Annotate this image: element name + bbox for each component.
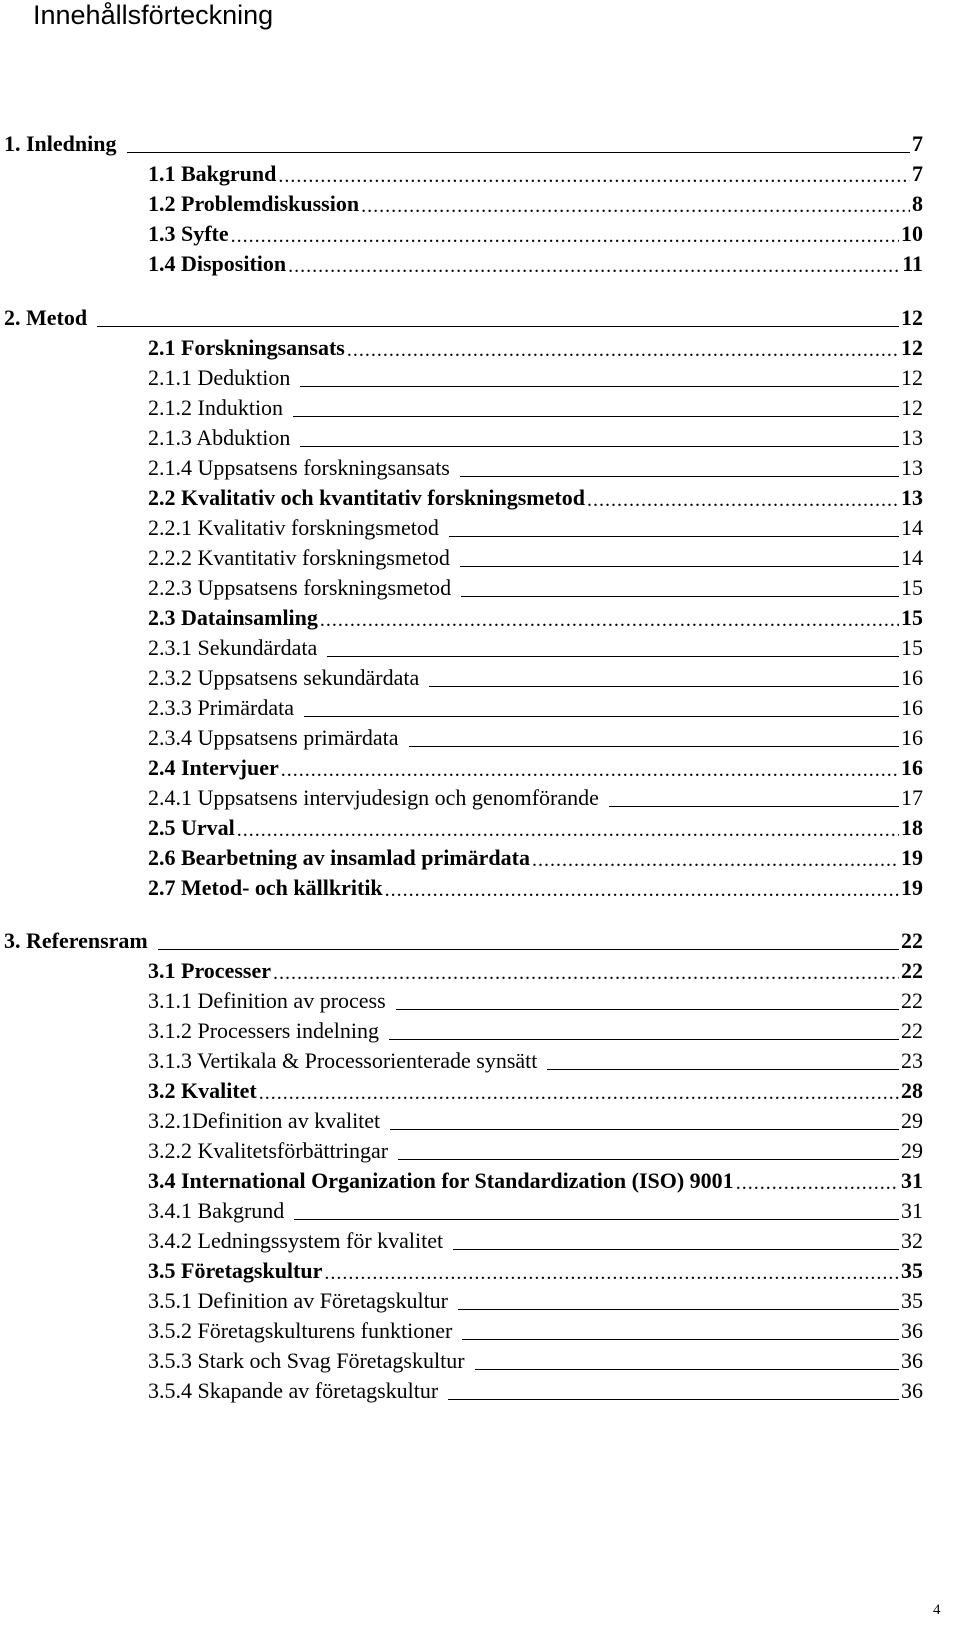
toc-entry-title: 3.5.3 Stark och Svag Företagskultur [148, 1348, 465, 1373]
toc-entry-title: 2.6 Bearbetning av insamlad primärdata [148, 845, 530, 870]
toc-entry-title: 3.5.4 Skapande av företagskultur [148, 1378, 439, 1403]
toc-entry[interactable] [148, 571, 923, 601]
toc-entry[interactable] [148, 1194, 923, 1224]
toc-entry[interactable] [148, 247, 923, 277]
toc-entry-title: 3.2.1Definition av kvalitet [148, 1108, 381, 1133]
toc-entry-page: 36 [901, 1318, 923, 1343]
dot-leader [288, 255, 900, 277]
toc-chapter[interactable] [4, 301, 923, 331]
toc-entry[interactable] [148, 751, 923, 781]
dot-leader [532, 849, 899, 871]
toc-entry[interactable] [148, 1164, 923, 1194]
toc-entry-page: 18 [901, 815, 923, 840]
toc-entry-title: 2.3.1 Sekundärdata [148, 635, 318, 660]
dot-leader [278, 165, 910, 187]
toc-entry[interactable] [148, 217, 923, 247]
toc-entry[interactable] [148, 601, 923, 631]
toc-entry-title: 3.2 Kvalitet [148, 1078, 257, 1103]
toc-chapter[interactable] [4, 127, 923, 157]
line-leader [300, 361, 899, 387]
toc-entry-page: 29 [901, 1108, 923, 1133]
line-leader [304, 691, 899, 717]
toc-entry-page: 36 [901, 1348, 923, 1373]
toc-entry-page: 11 [902, 251, 923, 276]
toc-entry-page: 36 [901, 1378, 923, 1403]
toc-entry-page: 14 [901, 515, 923, 540]
toc-entry-page: 12 [901, 365, 923, 390]
line-leader [396, 984, 899, 1010]
toc-entry-title: 2.5 Urval [148, 815, 235, 840]
toc-entry-title: 2.7 Metod- och källkritik [148, 875, 383, 900]
toc-entry-page: 16 [901, 755, 923, 780]
toc-entry[interactable] [148, 871, 923, 901]
toc-entry[interactable] [148, 1344, 923, 1374]
toc-entry-page: 22 [901, 988, 923, 1013]
toc-entry[interactable] [148, 1254, 923, 1284]
toc-entry-title: 2.4.1 Uppsatsens intervjudesign och genomförande [148, 785, 599, 810]
toc-entry[interactable] [148, 1134, 923, 1164]
toc-entry[interactable] [148, 1284, 923, 1314]
toc-entry-page: 16 [901, 665, 923, 690]
toc-entry[interactable] [148, 331, 923, 361]
toc-entry-page: 19 [901, 845, 923, 870]
toc-entry-page: 32 [901, 1228, 923, 1253]
toc-entry-title: 2. Metod [4, 305, 88, 330]
toc-entry[interactable] [148, 157, 923, 187]
toc-entry-title: 1.2 Problemdiskussion [148, 191, 360, 216]
line-leader [97, 301, 899, 327]
line-leader [127, 127, 911, 153]
toc-entry-page: 29 [901, 1138, 923, 1163]
toc-entry-title: 3.4.1 Bakgrund [148, 1198, 285, 1223]
toc-entry[interactable] [148, 511, 923, 541]
toc-entry-page: 22 [901, 928, 923, 953]
toc-entry-title: 1.1 Bakgrund [148, 161, 277, 186]
line-leader [327, 631, 899, 657]
dot-leader [237, 819, 899, 841]
toc-entry-title: 3.1.1 Definition av process [148, 988, 386, 1013]
toc-entry-title: 2.2.3 Uppsatsens forskningsmetod [148, 575, 452, 600]
dot-leader [281, 759, 899, 781]
toc-entry-page: 22 [901, 958, 923, 983]
toc-chapter[interactable] [4, 924, 923, 954]
line-leader [458, 1284, 899, 1310]
line-leader [293, 391, 899, 417]
toc-entry[interactable] [148, 481, 923, 511]
toc-entry-page: 10 [901, 221, 923, 246]
toc-entry-page: 31 [901, 1168, 923, 1193]
line-leader [300, 421, 899, 447]
toc-entry-page: 16 [901, 725, 923, 750]
toc-entry[interactable] [148, 954, 923, 984]
line-leader [453, 1224, 899, 1250]
line-leader [390, 1104, 899, 1130]
line-leader [158, 924, 899, 950]
dot-leader [587, 489, 899, 511]
toc-entry-page: 8 [912, 191, 923, 216]
line-leader [294, 1194, 899, 1220]
toc-entry[interactable] [148, 661, 923, 691]
line-leader [449, 511, 899, 537]
toc-entry-page: 13 [901, 455, 923, 480]
toc-entry-title: 2.1 Forskningsansats [148, 335, 345, 360]
toc-entry-title: 2.3 Datainsamling [148, 605, 318, 630]
toc-entry-page: 15 [901, 575, 923, 600]
toc-entry[interactable] [148, 187, 923, 217]
line-leader [609, 781, 899, 807]
toc-entry-title: 2.2.1 Kvalitativ forskningsmetod [148, 515, 439, 540]
toc-entry[interactable] [148, 721, 923, 751]
toc-entry[interactable] [148, 781, 923, 811]
toc-entry-title: 3. Referensram [4, 928, 148, 953]
toc-entry-page: 7 [912, 161, 923, 186]
toc-entry[interactable] [148, 1374, 923, 1404]
line-leader [448, 1374, 899, 1400]
toc-entry[interactable] [148, 391, 923, 421]
toc-entry[interactable] [148, 1074, 923, 1104]
toc-entry-page: 13 [901, 485, 923, 510]
toc-entry-title: 2.1.3 Abduktion [148, 425, 291, 450]
toc-entry-title: 3.5.2 Företagskulturens funktioner [148, 1318, 453, 1343]
toc-entry-title: 3.5.1 Definition av Företagskultur [148, 1288, 449, 1313]
toc-entry[interactable] [148, 984, 923, 1014]
toc-entry-title: 2.1.1 Deduktion [148, 365, 291, 390]
dot-leader [347, 339, 899, 361]
toc-entry-title: 3.1.2 Processers indelning [148, 1018, 379, 1043]
toc-entry[interactable] [148, 1314, 923, 1344]
toc-entry[interactable] [148, 421, 923, 451]
toc-entry-page: 22 [901, 1018, 923, 1043]
toc-entry-title: 2.4 Intervjuer [148, 755, 279, 780]
dot-leader [231, 225, 899, 247]
line-leader [460, 541, 899, 567]
line-leader [429, 661, 899, 687]
toc-entry-title: 2.3.3 Primärdata [148, 695, 295, 720]
toc-entry-title: 2.1.4 Uppsatsens forskningsansats [148, 455, 450, 480]
line-leader [547, 1044, 899, 1070]
line-leader [462, 1314, 899, 1340]
toc-entry[interactable] [148, 1224, 923, 1254]
toc-entry-title: 2.2.2 Kvantitativ forskningsmetod [148, 545, 450, 570]
toc-entry-page: 23 [901, 1048, 923, 1073]
dot-leader [361, 195, 910, 217]
toc-entry[interactable] [148, 631, 923, 661]
toc-entry-title: 3.1.3 Vertikala & Processorienterade synsätt [148, 1048, 538, 1073]
toc-entry-page: 7 [912, 131, 923, 156]
toc-entry-page: 12 [901, 305, 923, 330]
toc-entry-page: 31 [901, 1198, 923, 1223]
toc-entry-page: 12 [901, 335, 923, 360]
toc-entry-title: 3.4.2 Ledningssystem för kvalitet [148, 1228, 444, 1253]
toc-entry-title: 2.3.2 Uppsatsens sekundärdata [148, 665, 420, 690]
toc-entry[interactable] [148, 1014, 923, 1044]
toc-entry[interactable] [148, 1104, 923, 1134]
toc-entry-page: 12 [901, 395, 923, 420]
toc-entry[interactable] [148, 541, 923, 571]
toc-entry-page: 35 [901, 1288, 923, 1313]
toc-entry-title: 2.3.4 Uppsatsens primärdata [148, 725, 399, 750]
dot-leader [385, 879, 899, 901]
toc-entry-title: 3.1 Processer [148, 958, 271, 983]
dot-leader [259, 1082, 899, 1104]
toc-entry-title: 1. Inledning [4, 131, 117, 156]
toc-entry-title: 3.5 Företagskultur [148, 1258, 323, 1283]
dot-leader [320, 609, 899, 631]
toc-entry-page: 15 [901, 635, 923, 660]
line-leader [398, 1134, 899, 1160]
toc-entry[interactable] [148, 841, 923, 871]
page-number: 4 [933, 1602, 941, 1618]
dot-leader [273, 962, 899, 984]
toc-entry[interactable] [148, 451, 923, 481]
toc-entry-page: 16 [901, 695, 923, 720]
toc-entry-title: 2.1.2 Induktion [148, 395, 284, 420]
toc-entry-title: 2.2 Kvalitativ och kvantitativ forskningsmetod [148, 485, 585, 510]
toc-entry-title: 3.2.2 Kvalitetsförbättringar [148, 1138, 389, 1163]
toc-entry-page: 35 [901, 1258, 923, 1283]
toc-entry-title: 1.4 Disposition [148, 251, 287, 276]
toc-entry-title: 1.3 Syfte [148, 221, 229, 246]
page-title: Innehållsförteckning [33, 0, 274, 30]
dot-leader [324, 1262, 899, 1284]
toc-entry-page: 14 [901, 545, 923, 570]
line-leader [460, 451, 899, 477]
toc-entry-page: 28 [901, 1078, 923, 1103]
toc-entry-page: 17 [901, 785, 923, 810]
dot-leader [736, 1172, 899, 1194]
line-leader [461, 571, 899, 597]
toc-entry[interactable] [148, 361, 923, 391]
toc-entry-page: 15 [901, 605, 923, 630]
toc-entry[interactable] [148, 811, 923, 841]
line-leader [409, 721, 900, 747]
line-leader [389, 1014, 899, 1040]
toc-entry-title: 3.4 International Organization for Standardization (ISO) 9001 [148, 1168, 734, 1193]
toc-entry[interactable] [148, 1044, 923, 1074]
toc-entry-page: 19 [901, 875, 923, 900]
toc-entry[interactable] [148, 691, 923, 721]
line-leader [475, 1344, 899, 1370]
toc-entry-page: 13 [901, 425, 923, 450]
